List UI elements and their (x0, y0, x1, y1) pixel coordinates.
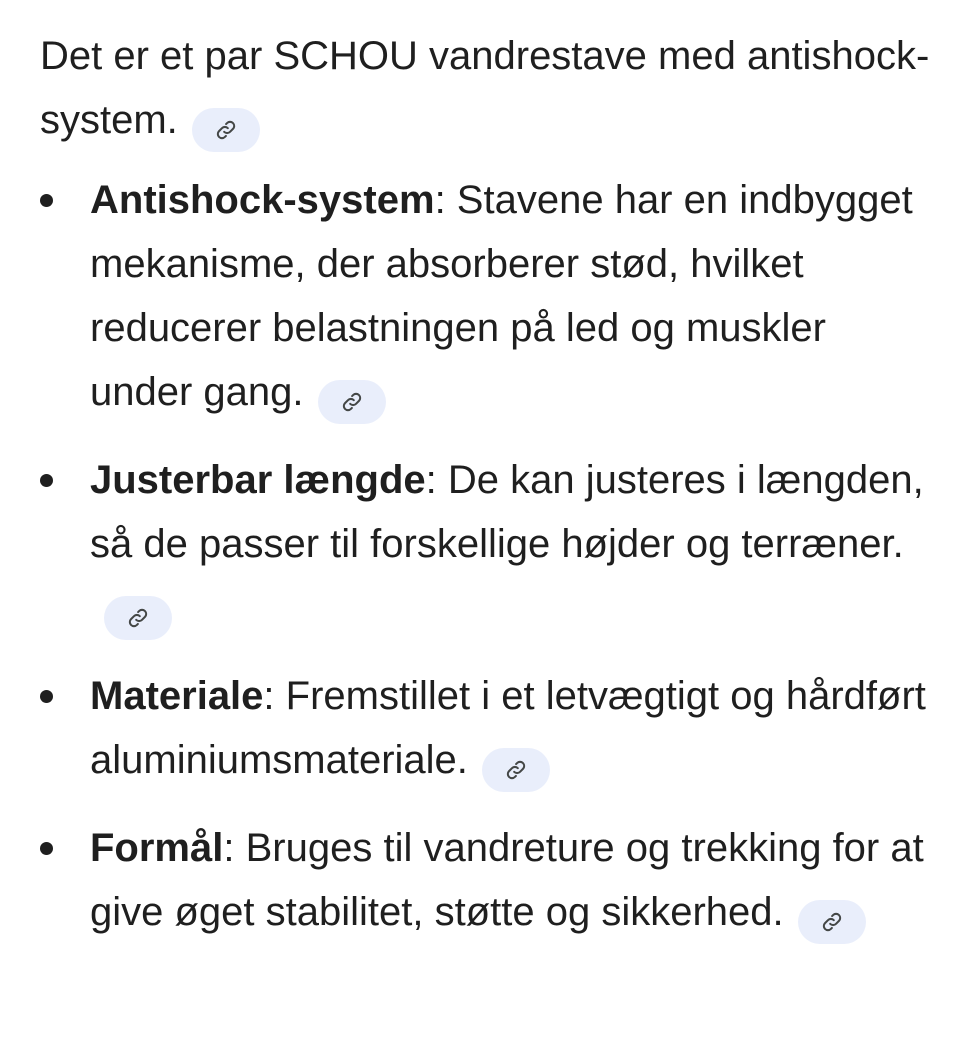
item-text: Fremstillet i et letvægtigt og hårdført aluminiumsmateriale. (90, 674, 926, 782)
item-separator: : (425, 458, 437, 502)
item-separator: : (263, 674, 275, 718)
link-icon (127, 607, 149, 629)
item-term: Formål (90, 826, 224, 870)
list-item (40, 168, 930, 424)
item-term: Justerbar længde (90, 458, 426, 502)
source-link-button[interactable] (798, 900, 866, 944)
link-icon (215, 119, 237, 141)
list-item (40, 448, 930, 640)
link-icon (505, 759, 527, 781)
item-separator: : (434, 178, 446, 222)
intro-text: Det er et par SCHOU vandrestave med antishock-system. (40, 34, 930, 142)
item-term: Materiale (90, 674, 264, 718)
source-link-button[interactable] (192, 108, 260, 152)
feature-list (40, 168, 930, 944)
response-content (40, 24, 930, 968)
list-item (40, 816, 930, 944)
item-separator: : (223, 826, 235, 870)
intro-paragraph (40, 24, 930, 152)
item-text: De kan justeres i længden, så de passer til forskellige højder og terræner. (90, 458, 924, 566)
source-link-button[interactable] (104, 596, 172, 640)
list-item (40, 664, 930, 792)
item-text: Stavene har en indbygget mekanisme, der absorberer stød, hvilket reducerer belastningen på led og muskler under gang. (90, 178, 913, 414)
link-icon (341, 391, 363, 413)
source-link-button[interactable] (482, 748, 550, 792)
source-link-button[interactable] (318, 380, 386, 424)
item-term: Antishock-system (90, 178, 435, 222)
link-icon (821, 911, 843, 933)
item-text: Bruges til vandreture og trekking for at give øget stabilitet, støtte og sikkerhed. (90, 826, 924, 934)
